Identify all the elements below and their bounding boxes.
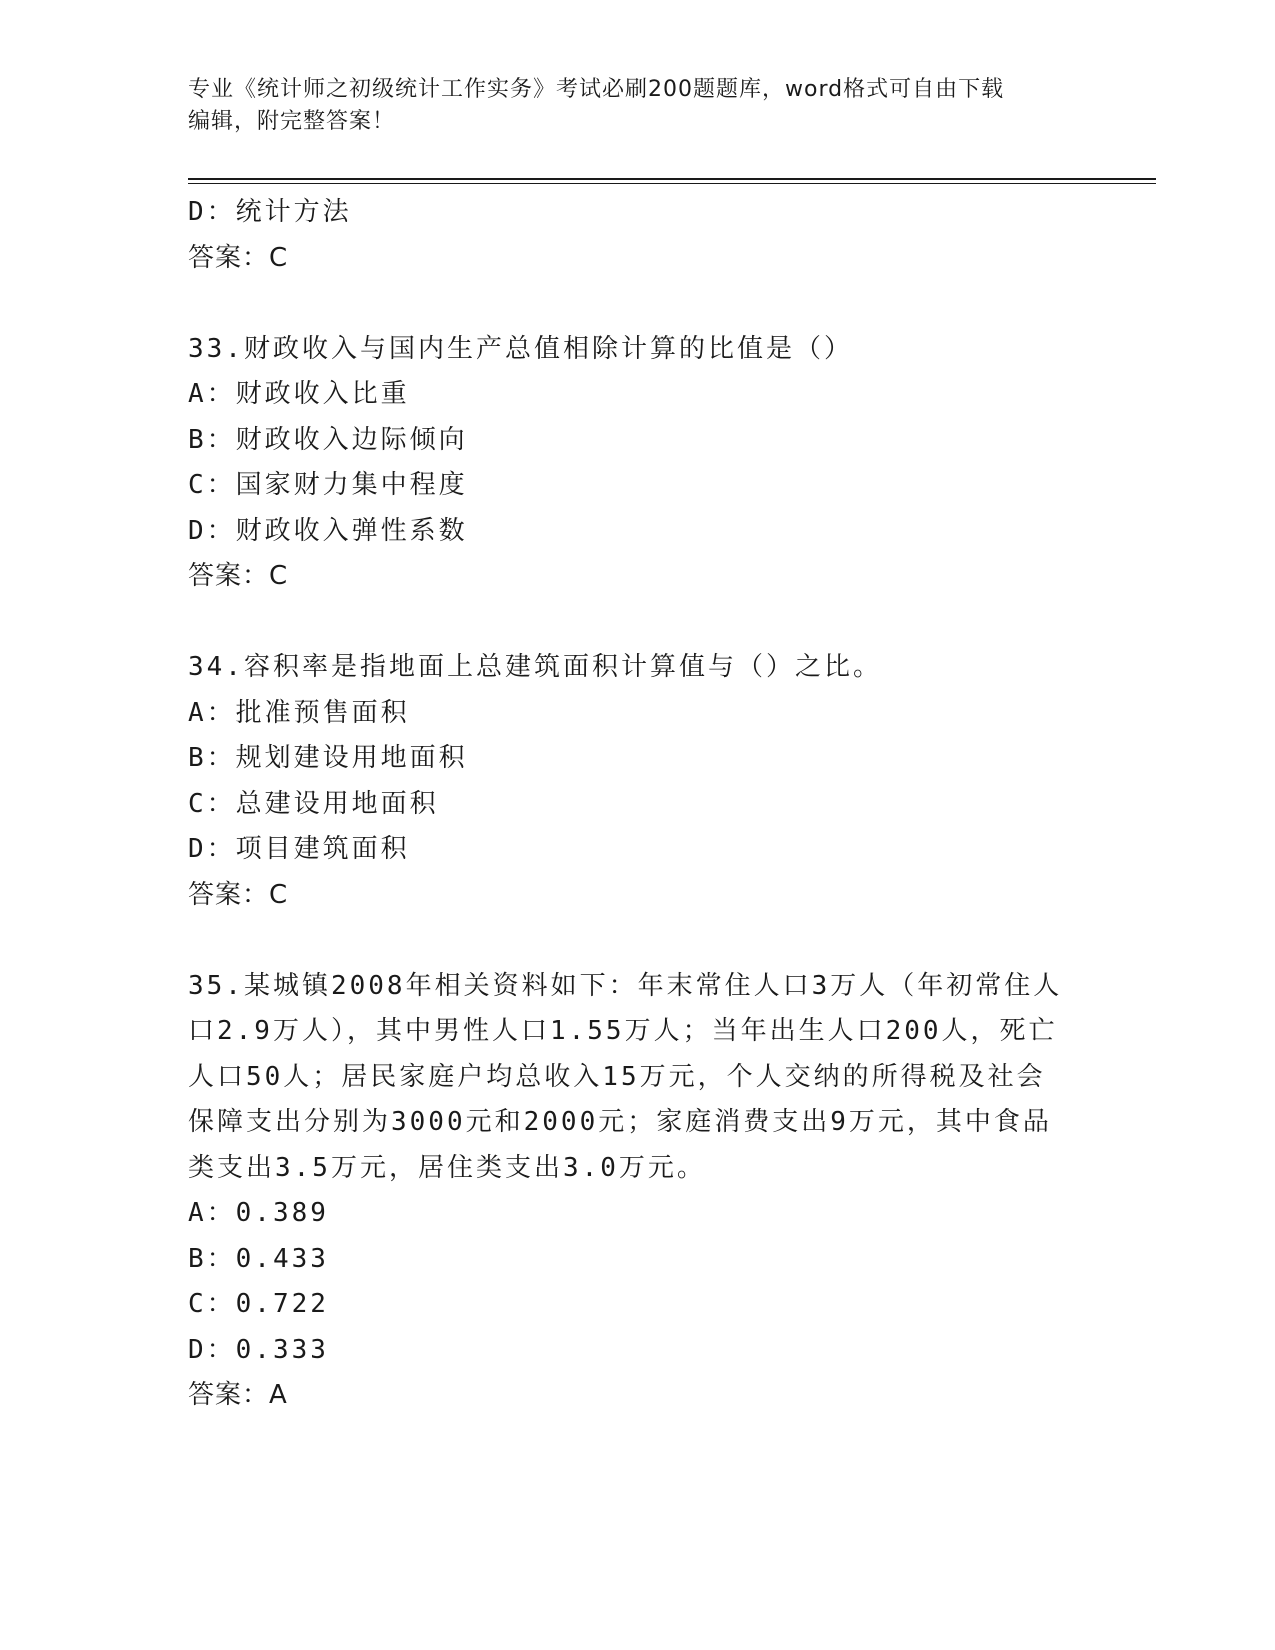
q35-question-line: 类支出3.5万元，居住类支出3.0万元。 — [188, 1152, 706, 1183]
q35-question-line: 保障支出分别为3000元和2000元；家庭消费支出9万元，其中食品 — [188, 1107, 1052, 1137]
q35-option-b: B：0.433 — [188, 1243, 329, 1274]
q34-answer: 答案：C — [188, 879, 289, 910]
spacer — [188, 918, 1088, 964]
q35-option-d: D：0.333 — [188, 1334, 329, 1365]
q33-question: 33.财政收入与国内生产总值相除计算的比值是（） — [188, 333, 853, 364]
q33-option-c: C：国家财力集中程度 — [188, 470, 468, 500]
q34-option-b: B：规划建设用地面积 — [188, 743, 468, 773]
q35-question-line: 口2.9万人），其中男性人口1.55万人；当年出生人口200人，死亡 — [188, 1016, 1058, 1046]
q35-question-line: 人口50人；居民家庭户均总收入15万元，个人交纳的所得税及社会 — [188, 1061, 1046, 1092]
q34-option-d: D：项目建筑面积 — [188, 834, 410, 864]
q34-option-a: A：批准预售面积 — [188, 697, 410, 728]
q34-option-c: C：总建设用地面积 — [188, 788, 439, 819]
q35-option-a: A：0.389 — [188, 1198, 329, 1228]
document-header — [188, 74, 1088, 138]
header-rule-thick — [188, 178, 1156, 180]
prev-option-d: D：统计方法 — [188, 197, 352, 227]
q33-option-a: A：财政收入比重 — [188, 379, 410, 409]
q33-answer: 答案：C — [188, 561, 289, 591]
q34-question: 34.容积率是指地面上总建筑面积计算值与（）之比。 — [188, 652, 882, 682]
q35-answer: 答案：A — [188, 1380, 288, 1410]
question-content — [188, 190, 1088, 1419]
header-line-2: 编辑，附完整答案！ — [188, 109, 396, 134]
q35-question-line: 35.某城镇2008年相关资料如下：年末常住人口3万人（年初常住人 — [188, 970, 1063, 1001]
prev-answer: 答案：C — [188, 242, 289, 273]
q33-option-b: B：财政收入边际倾向 — [188, 424, 468, 455]
spacer — [188, 600, 1088, 646]
header-rule-thin — [188, 183, 1156, 184]
q35-option-c: C：0.722 — [188, 1289, 329, 1319]
spacer — [188, 281, 1088, 327]
header-line-1: 专业《统计师之初级统计工作实务》考试必刷200题题库，word格式可自由下载 — [188, 77, 1005, 102]
q33-option-d: D：财政收入弹性系数 — [188, 515, 468, 546]
